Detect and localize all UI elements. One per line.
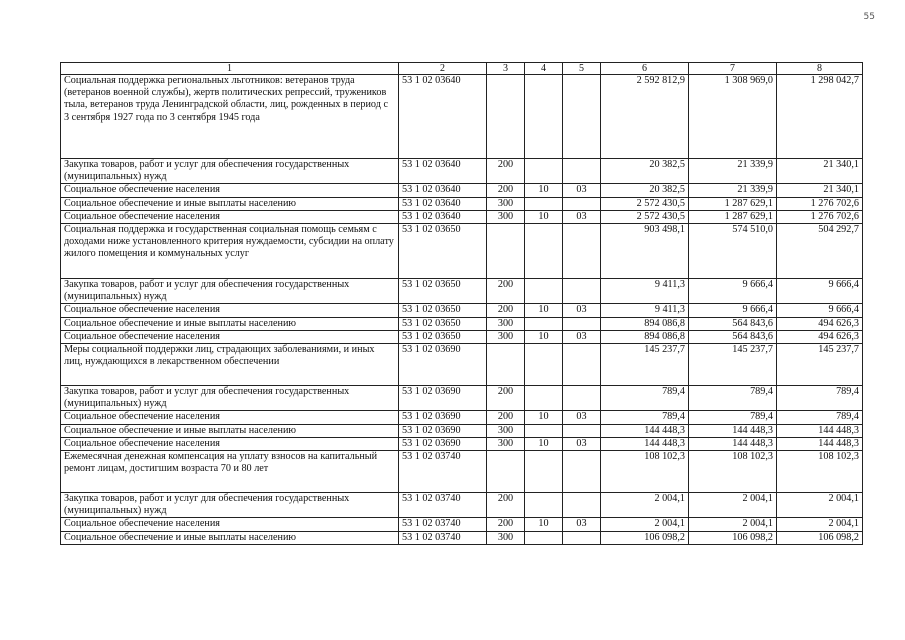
row-section	[525, 451, 563, 493]
row-amount-col7: 106 098,2	[689, 531, 777, 544]
row-amount-col6: 789,4	[601, 386, 689, 411]
row-subsection: 03	[563, 184, 601, 197]
row-section	[525, 493, 563, 518]
row-section	[525, 197, 563, 210]
row-code: 53 1 02 03650	[399, 279, 487, 304]
row-amount-col7: 1 287 629,1	[689, 197, 777, 210]
row-amount-col7: 144 448,3	[689, 424, 777, 437]
row-name: Социальное обеспечение населения	[61, 210, 399, 223]
row-amount-col7: 144 448,3	[689, 437, 777, 450]
row-amount-col8: 145 237,7	[777, 344, 863, 386]
row-code: 53 1 02 03690	[399, 437, 487, 450]
row-section: 10	[525, 437, 563, 450]
row-amount-col8: 1 276 702,6	[777, 210, 863, 223]
row-section: 10	[525, 210, 563, 223]
row-section: 10	[525, 304, 563, 317]
row-amount-col8: 494 626,3	[777, 317, 863, 330]
row-code: 53 1 02 03650	[399, 224, 487, 279]
table-row	[61, 437, 863, 450]
table-row	[61, 424, 863, 437]
row-expense-type: 200	[487, 159, 525, 184]
row-section	[525, 75, 563, 159]
row-section	[525, 159, 563, 184]
row-amount-col6: 2 592 812,9	[601, 75, 689, 159]
row-code: 53 1 02 03640	[399, 210, 487, 223]
table-row	[61, 224, 863, 279]
row-name: Социальное обеспечение населения	[61, 330, 399, 343]
row-code: 53 1 02 03740	[399, 531, 487, 544]
column-header-5: 5	[563, 63, 601, 75]
row-code: 53 1 02 03640	[399, 184, 487, 197]
row-subsection: 03	[563, 411, 601, 424]
table-row	[61, 344, 863, 386]
row-name: Закупка товаров, работ и услуг для обеспечения государственных (муниципальных) нужд	[61, 386, 399, 411]
row-expense-type: 200	[487, 493, 525, 518]
row-expense-type: 300	[487, 197, 525, 210]
row-name: Социальное обеспечение населения	[61, 304, 399, 317]
row-amount-col7: 564 843,6	[689, 330, 777, 343]
table-row	[61, 386, 863, 411]
row-name: Закупка товаров, работ и услуг для обеспечения государственных (муниципальных) нужд	[61, 279, 399, 304]
row-section	[525, 386, 563, 411]
row-subsection	[563, 159, 601, 184]
row-amount-col7: 9 666,4	[689, 304, 777, 317]
table-row	[61, 197, 863, 210]
row-section: 10	[525, 518, 563, 531]
row-amount-col6: 894 086,8	[601, 317, 689, 330]
row-amount-col6: 789,4	[601, 411, 689, 424]
row-amount-col7: 2 004,1	[689, 518, 777, 531]
row-code: 53 1 02 03690	[399, 424, 487, 437]
row-code: 53 1 02 03640	[399, 197, 487, 210]
row-amount-col8: 1 298 042,7	[777, 75, 863, 159]
row-subsection	[563, 344, 601, 386]
row-code: 53 1 02 03640	[399, 75, 487, 159]
row-amount-col8: 144 448,3	[777, 437, 863, 450]
row-expense-type: 300	[487, 437, 525, 450]
table-row	[61, 518, 863, 531]
table-row	[61, 493, 863, 518]
row-amount-col6: 9 411,3	[601, 279, 689, 304]
row-name: Социальная поддержка региональных льготников: ветеранов труда (ветеранов военной службы), жертв политических репрессий, тружеников тыла, ветеранов труда Ленинградской области, лиц, рожденных в период с 3 сентября 1927 года по 3 сентября 1945 года	[61, 75, 399, 159]
row-amount-col8: 21 340,1	[777, 184, 863, 197]
row-name: Социальное обеспечение и иные выплаты населению	[61, 197, 399, 210]
table-row	[61, 451, 863, 493]
row-amount-col6: 894 086,8	[601, 330, 689, 343]
row-subsection	[563, 279, 601, 304]
row-amount-col6: 2 004,1	[601, 518, 689, 531]
table-row	[61, 159, 863, 184]
row-subsection: 03	[563, 330, 601, 343]
row-amount-col7: 108 102,3	[689, 451, 777, 493]
row-name: Ежемесячная денежная компенсация на уплату взносов на капитальный ремонт лицам, достигшим возраста 70 и 80 лет	[61, 451, 399, 493]
row-code: 53 1 02 03640	[399, 159, 487, 184]
row-amount-col8: 106 098,2	[777, 531, 863, 544]
row-subsection: 03	[563, 518, 601, 531]
row-code: 53 1 02 03740	[399, 493, 487, 518]
row-subsection: 03	[563, 304, 601, 317]
row-name: Меры социальной поддержки лиц, страдающих заболеваниями, и иных лиц, нуждающихся в лекарственном обеспечении	[61, 344, 399, 386]
row-amount-col6: 903 498,1	[601, 224, 689, 279]
row-amount-col8: 144 448,3	[777, 424, 863, 437]
row-amount-col7: 574 510,0	[689, 224, 777, 279]
row-expense-type: 200	[487, 518, 525, 531]
row-subsection	[563, 531, 601, 544]
row-amount-col6: 20 382,5	[601, 159, 689, 184]
column-header-7: 7	[689, 63, 777, 75]
row-amount-col6: 144 448,3	[601, 424, 689, 437]
row-expense-type: 200	[487, 184, 525, 197]
table-header-row	[61, 63, 863, 75]
row-subsection	[563, 451, 601, 493]
row-amount-col6: 106 098,2	[601, 531, 689, 544]
row-expense-type: 300	[487, 531, 525, 544]
row-amount-col8: 9 666,4	[777, 304, 863, 317]
row-section	[525, 344, 563, 386]
row-amount-col8: 9 666,4	[777, 279, 863, 304]
row-amount-col8: 1 276 702,6	[777, 197, 863, 210]
row-expense-type: 300	[487, 317, 525, 330]
row-code: 53 1 02 03690	[399, 386, 487, 411]
row-name: Социальная поддержка и государственная социальная помощь семьям с доходами ниже установленного критерия нуждаемости, субсидии на оплату жилого помещения и коммунальных услуг	[61, 224, 399, 279]
table-row	[61, 75, 863, 159]
table-row	[61, 304, 863, 317]
budget-table	[60, 62, 863, 545]
row-amount-col8: 504 292,7	[777, 224, 863, 279]
row-amount-col8: 789,4	[777, 411, 863, 424]
row-expense-type	[487, 75, 525, 159]
row-section	[525, 224, 563, 279]
row-code: 53 1 02 03650	[399, 330, 487, 343]
row-amount-col8: 2 004,1	[777, 493, 863, 518]
table-row	[61, 184, 863, 197]
row-name: Социальное обеспечение и иные выплаты населению	[61, 531, 399, 544]
row-amount-col7: 21 339,9	[689, 184, 777, 197]
row-amount-col7: 9 666,4	[689, 279, 777, 304]
row-section: 10	[525, 184, 563, 197]
row-code: 53 1 02 03740	[399, 518, 487, 531]
column-header-3: 3	[487, 63, 525, 75]
row-code: 53 1 02 03690	[399, 411, 487, 424]
table-row	[61, 210, 863, 223]
row-amount-col7: 145 237,7	[689, 344, 777, 386]
row-subsection	[563, 75, 601, 159]
row-name: Социальное обеспечение населения	[61, 518, 399, 531]
row-name: Социальное обеспечение населения	[61, 184, 399, 197]
row-subsection	[563, 197, 601, 210]
row-name: Социальное обеспечение населения	[61, 411, 399, 424]
row-amount-col7: 789,4	[689, 411, 777, 424]
row-section: 10	[525, 411, 563, 424]
row-expense-type: 200	[487, 411, 525, 424]
row-expense-type	[487, 224, 525, 279]
row-amount-col7: 1 308 969,0	[689, 75, 777, 159]
row-section	[525, 279, 563, 304]
row-amount-col7: 1 287 629,1	[689, 210, 777, 223]
column-header-1: 1	[61, 63, 399, 75]
row-subsection	[563, 317, 601, 330]
row-amount-col7: 21 339,9	[689, 159, 777, 184]
row-subsection	[563, 224, 601, 279]
row-expense-type	[487, 451, 525, 493]
row-code: 53 1 02 03650	[399, 317, 487, 330]
row-subsection: 03	[563, 210, 601, 223]
table-row	[61, 317, 863, 330]
row-amount-col8: 494 626,3	[777, 330, 863, 343]
row-section: 10	[525, 330, 563, 343]
row-name: Социальное обеспечение и иные выплаты населению	[61, 424, 399, 437]
row-name: Социальное обеспечение населения	[61, 437, 399, 450]
row-amount-col7: 2 004,1	[689, 493, 777, 518]
row-section	[525, 317, 563, 330]
row-expense-type: 200	[487, 279, 525, 304]
row-code: 53 1 02 03740	[399, 451, 487, 493]
row-amount-col6: 2 572 430,5	[601, 197, 689, 210]
row-amount-col6: 2 004,1	[601, 493, 689, 518]
row-code: 53 1 02 03650	[399, 304, 487, 317]
row-amount-col6: 108 102,3	[601, 451, 689, 493]
row-amount-col6: 2 572 430,5	[601, 210, 689, 223]
row-name: Закупка товаров, работ и услуг для обеспечения государственных (муниципальных) нужд	[61, 159, 399, 184]
row-expense-type: 300	[487, 424, 525, 437]
table-row	[61, 279, 863, 304]
table-row	[61, 411, 863, 424]
row-amount-col6: 20 382,5	[601, 184, 689, 197]
row-expense-type: 300	[487, 210, 525, 223]
row-amount-col7: 564 843,6	[689, 317, 777, 330]
row-amount-col8: 108 102,3	[777, 451, 863, 493]
column-header-6: 6	[601, 63, 689, 75]
row-name: Социальное обеспечение и иные выплаты населению	[61, 317, 399, 330]
column-header-4: 4	[525, 63, 563, 75]
row-section	[525, 424, 563, 437]
table-row	[61, 531, 863, 544]
row-section	[525, 531, 563, 544]
row-name: Закупка товаров, работ и услуг для обеспечения государственных (муниципальных) нужд	[61, 493, 399, 518]
row-amount-col6: 144 448,3	[601, 437, 689, 450]
table-row	[61, 330, 863, 343]
row-subsection: 03	[563, 437, 601, 450]
row-amount-col7: 789,4	[689, 386, 777, 411]
row-amount-col8: 21 340,1	[777, 159, 863, 184]
row-subsection	[563, 386, 601, 411]
column-header-2: 2	[399, 63, 487, 75]
row-amount-col6: 9 411,3	[601, 304, 689, 317]
row-subsection	[563, 493, 601, 518]
row-subsection	[563, 424, 601, 437]
row-amount-col8: 789,4	[777, 386, 863, 411]
row-amount-col8: 2 004,1	[777, 518, 863, 531]
column-header-8: 8	[777, 63, 863, 75]
table-body	[61, 75, 863, 545]
page-number: 55	[863, 12, 875, 22]
row-expense-type: 300	[487, 330, 525, 343]
row-expense-type: 200	[487, 386, 525, 411]
row-amount-col6: 145 237,7	[601, 344, 689, 386]
row-code: 53 1 02 03690	[399, 344, 487, 386]
row-expense-type: 200	[487, 304, 525, 317]
row-expense-type	[487, 344, 525, 386]
